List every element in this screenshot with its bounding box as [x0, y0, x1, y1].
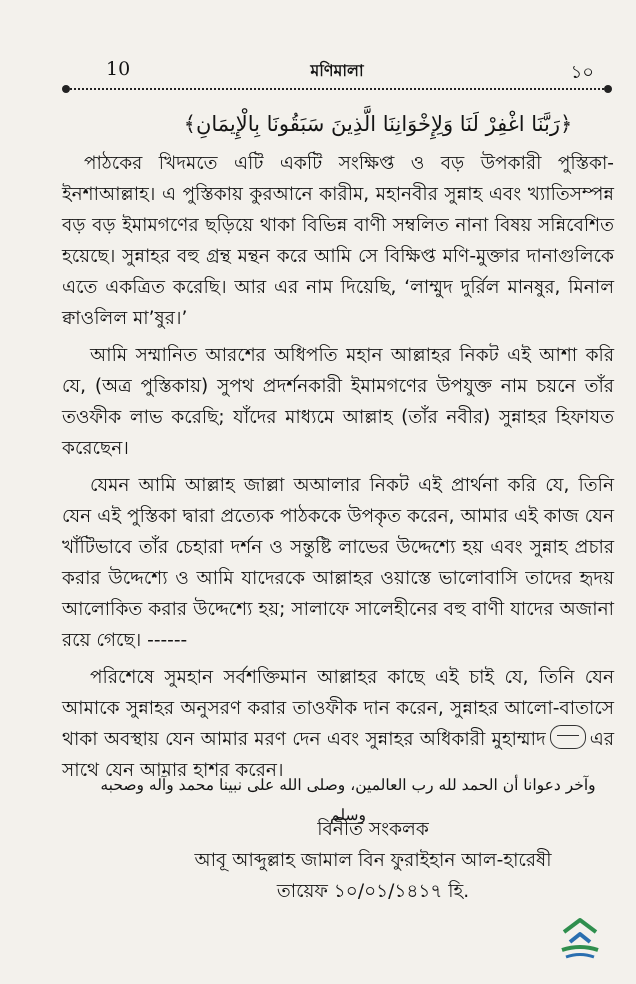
- signature-block: [150, 814, 596, 907]
- paragraph: যেমন আমি আল্লাহ জাল্লা অআলার নিকট এই প্রার্থনা করি যে, তিনি যেন এই পুস্তিকা দ্বারা প্রত্যেক পাঠককে উপকৃত করেন, আমার এই কাজ যেন খাঁটিভাবে তাঁর চেহারা দর্শন ও সন্তুষ্টি লাভের উদ্দেশ্যে হয় এবং সুন্নাহ প্রচার করার উদ্দেশ্যে ও আমি যাদেরকে আল্লাহর ওয়াস্তে ভালোবাসি তাদের হৃদয় আলোকিত করার উদ্দেশ্যে হয়; সালাফে সালেহীনের বহু বাণী যাদের অজানা রয়ে গেছে। ------: [62, 475, 614, 651]
- page-number-latin: 10: [106, 58, 131, 80]
- page-header: [66, 56, 608, 88]
- paragraph: পাঠকের খিদমতে এটি একটি সংক্ষিপ্ত ও বড় উপকারী পুস্তিকা-ইনশাআল্লাহ। এ পুস্তিকায় কুরআনে কারীম, মহানবীর সুন্নাহ এবং খ্যাতিসম্পন্ন বড় বড় ইমামগণের ছড়িয়ে থাকা বিভিন্ন বাণী সম্বলিত নানা বিষয় সন্নিবেশিত হয়েছে। সুন্নাহর বহু গ্রন্থ মন্থন করে আমি সে বিক্ষিপ্ত মণি-মুক্তার দানাগুলিকে এতে একত্রিত করেছি। আর এর নাম দিয়েছি, ‘লাম্মুদ দুর্রিল মানষুর, মিনাল ক্বাওলিল মা’ষুর।’: [62, 153, 614, 329]
- paragraph-text: এর সাথে যেন আমার হাশর করেন।: [62, 729, 614, 781]
- paragraph-final: [62, 662, 614, 786]
- signature-line: আবূ আব্দুল্লাহ জামাল বিন ফুরাইহান আল-হারেষী: [194, 850, 552, 871]
- publisher-logo-icon: [556, 914, 604, 962]
- running-title: মণিমালা: [310, 61, 364, 80]
- signature-line: তায়েফ ১০/০১/১৪১৭ হি.: [276, 881, 470, 902]
- salutation-seal-icon: [550, 725, 586, 749]
- signature-line: বিনীত সংকলক: [317, 819, 429, 840]
- rule-end-dot: [604, 85, 612, 93]
- body-text: [62, 148, 614, 792]
- rule-end-dot: [62, 85, 70, 93]
- header-rule: [66, 88, 608, 90]
- closing-dua: وآخر دعوانا أن الحمد لله رب العالمين، وصلى الله على نبينا محمد وآله وصحبه وسلم: [100, 776, 596, 824]
- paragraph-text: পরিশেষে সুমহান সর্বশক্তিমান আল্লাহর কাছে এই চাই যে, তিনি যেন আমাকে সুন্নাহর অনুসরণ করার তাওফীক দান করেন, সুন্নাহর আলো-বাতাসে থাকা অবস্থায় যেন আমার মরণ দেন এবং সুন্নাহর অধিকারী মুহাম্মাদ: [62, 667, 614, 750]
- quran-verse: ﴿رَبَّنَا اغْفِرْ لَنَا وَلِإِخْوَانِنَا الَّذِينَ سَبَقُونَا بِالْإِيمَانِ﴾: [183, 112, 573, 136]
- page-number-bengali: ১০: [570, 62, 594, 83]
- paragraph: আমি সম্মানিত আরশের অধিপতি মহান আল্লাহর নিকট এই আশা করি যে, (অত্র পুস্তিকায়) সুপথ প্রদর্শনকারী ইমামগণের উপযুক্ত নাম চয়নে তাঁর তওফীক লাভ করেছি; যাঁদের মাধ্যমে আল্লাহ (তাঁর নবীর) সুন্নাহর হিফাযত করেছেন।: [62, 345, 614, 459]
